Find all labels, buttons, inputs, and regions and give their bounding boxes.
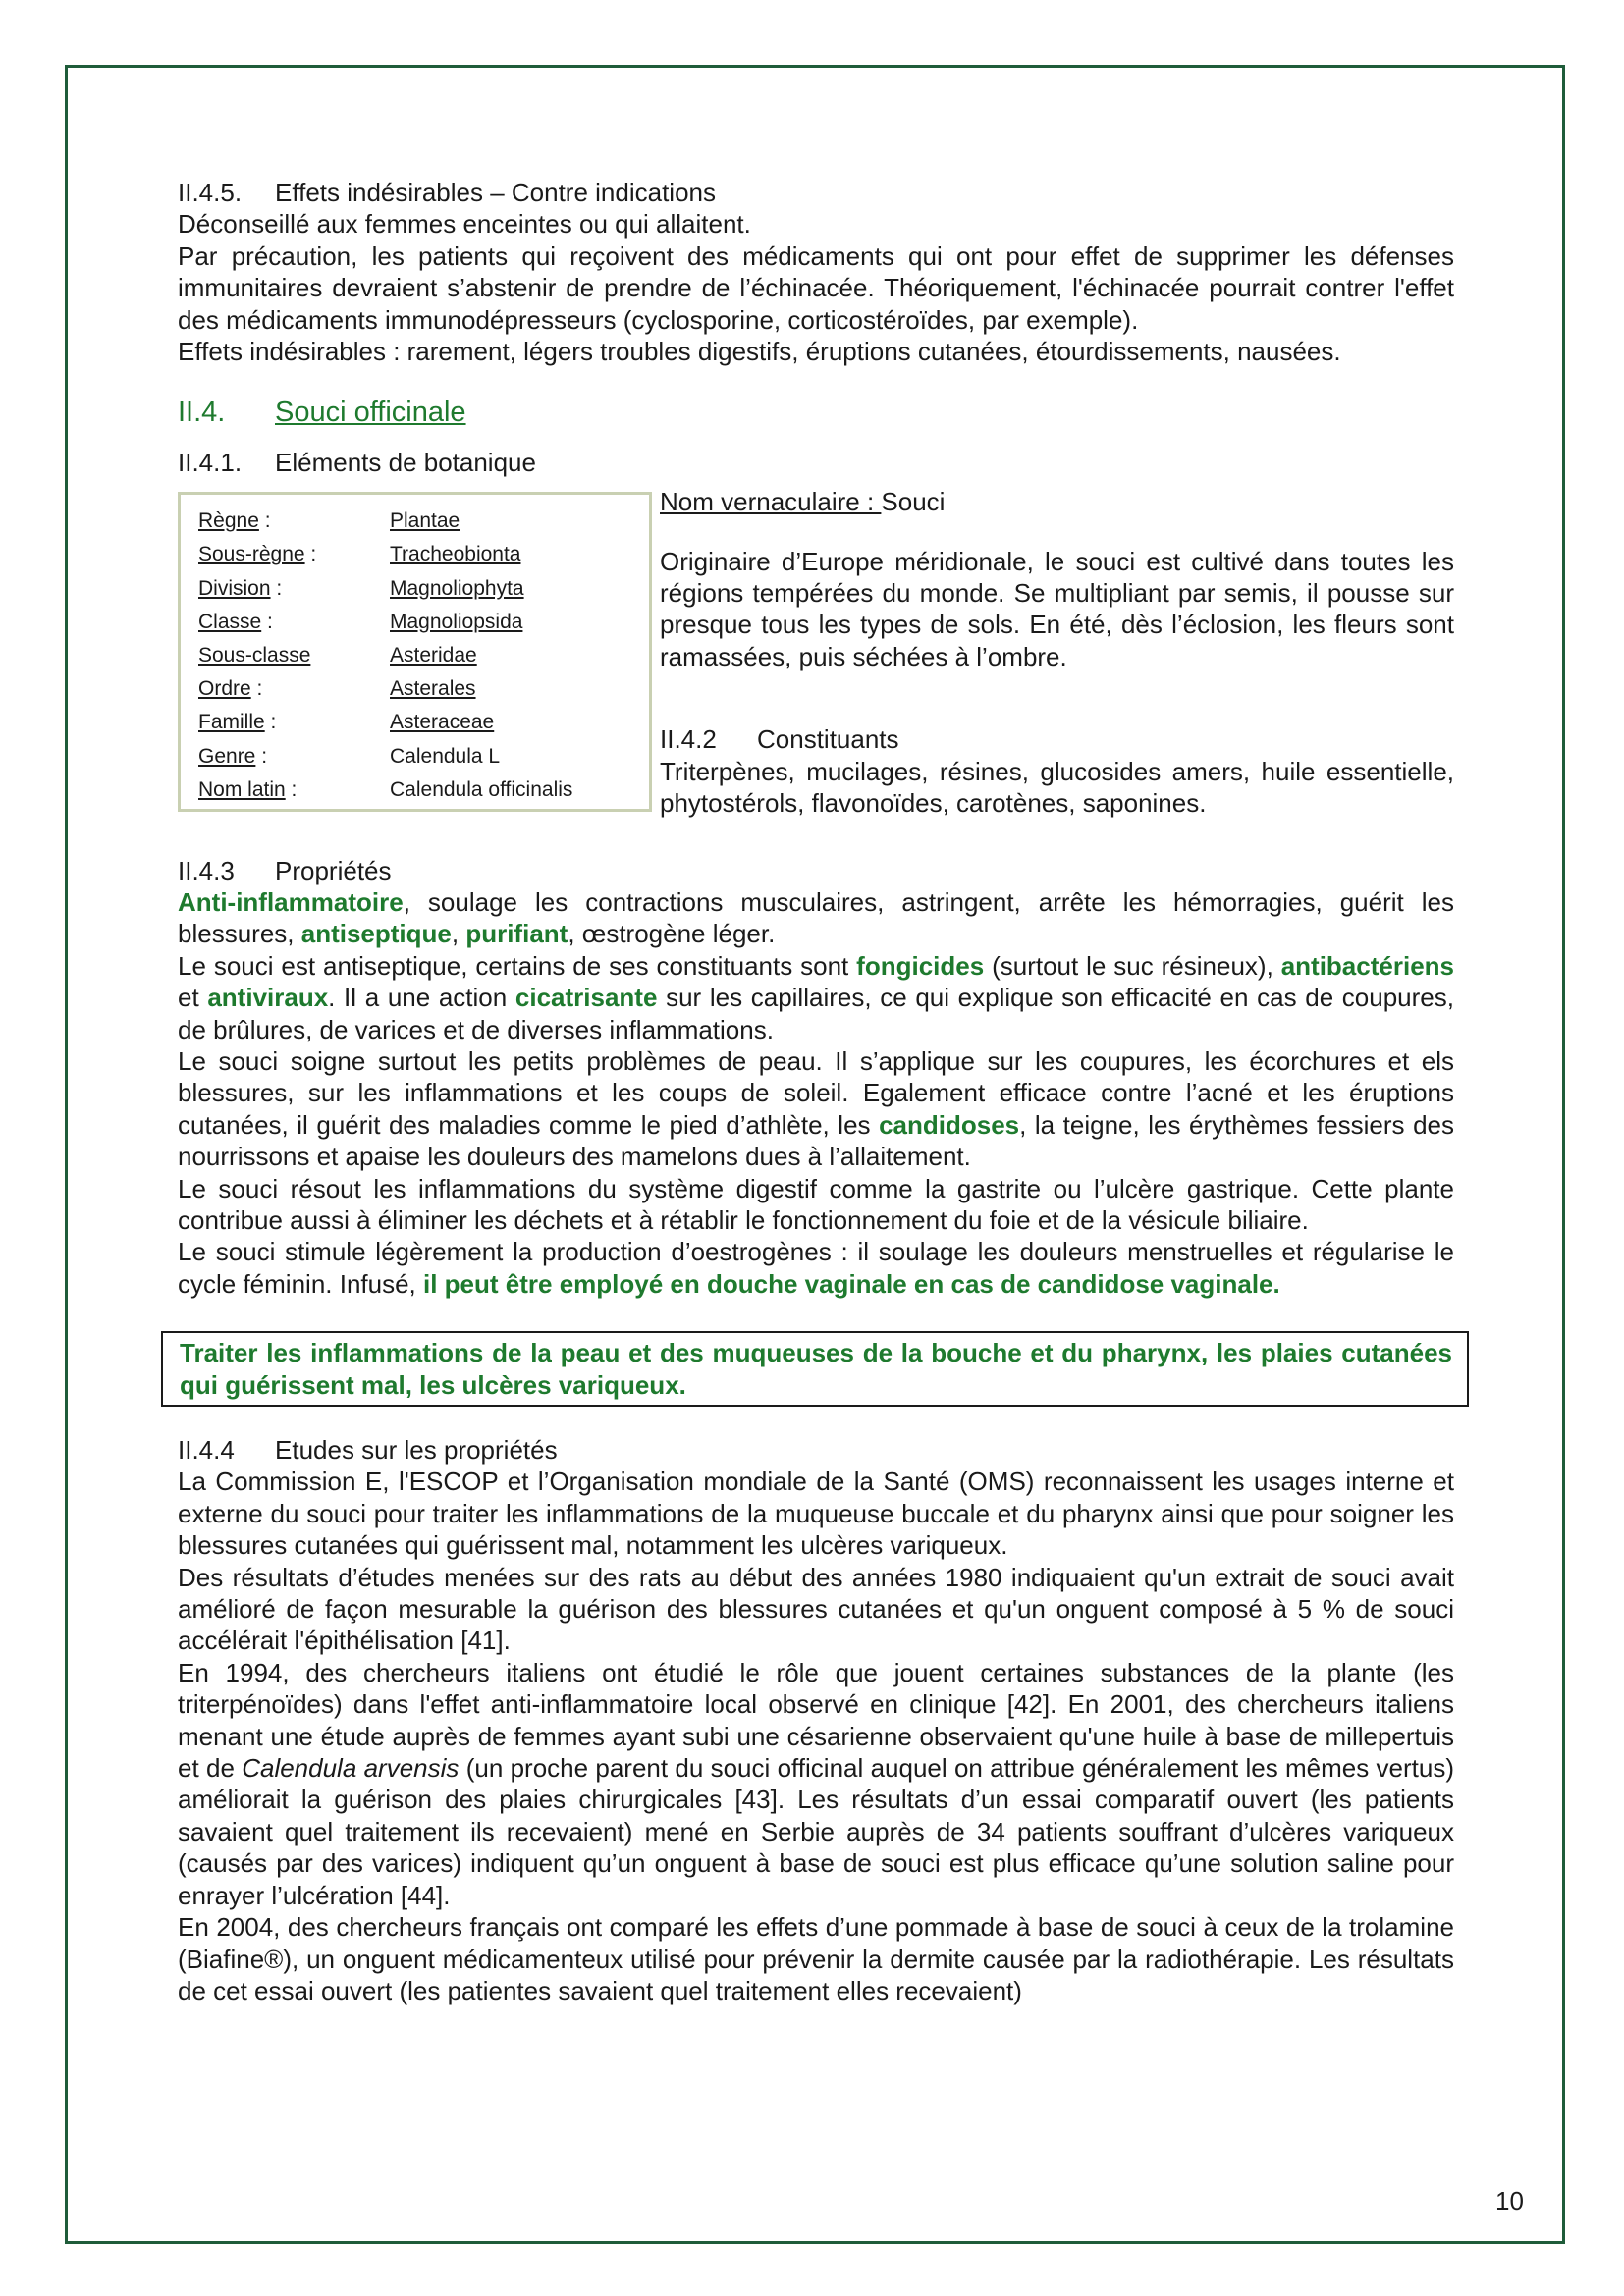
- constituants-text: Triterpènes, mucilages, résines, glucosides amers, huile essentielle, phytostérols, flavonoïdes, carotènes, saponines.: [660, 756, 1454, 819]
- taxonomy-row: [198, 538, 649, 571]
- taxonomy-value[interactable]: Plantae: [390, 509, 460, 533]
- taxonomy-value[interactable]: Magnoliopsida: [390, 610, 523, 633]
- paragraph: En 1994, des chercheurs italiens ont étudié le rôle que jouent certaines substances de la plante (les triterpénoïdes) dans l'effet anti-inflammatoire local observé en clinique [42]. En 2001, des chercheurs italiens menant une étude auprès de femmes ayant subi une césarienne observaient qu'une huile à base de millepertuis et de Calendula arvensis (un proche parent du souci officinal auquel on attribue généralement les mêmes vertus) améliorait la guérison des plaies chirurgicales [43]. Les résultats d’un essai comparatif ouvert (les patients savaient quel traitement ils recevaient) mené en Serbie auprès de 34 patients souffrant d’ulcères variqueux (causés par des varices) indiquent qu’un onguent à base de souci est plus efficace qu’une solution saline pour enrayer l’ulcération [44].: [178, 1657, 1454, 1910]
- taxonomy-key[interactable]: Famille :: [198, 711, 277, 734]
- taxonomy-key[interactable]: Classe :: [198, 610, 273, 633]
- taxonomy-value[interactable]: Tracheobionta: [390, 543, 521, 566]
- heading-proprietes: II.4.3 Propriétés: [178, 855, 392, 885]
- taxonomy-key[interactable]: Règne :: [198, 509, 271, 533]
- page-number: 10: [1495, 2186, 1524, 2216]
- taxonomy-key[interactable]: Sous-règne :: [198, 543, 317, 566]
- paragraph: Effets indésirables : rarement, légers troubles digestifs, éruptions cutanées, étourdissements, nausées.: [178, 337, 1341, 367]
- page-content: [178, 177, 1454, 2006]
- heading-botanique: II.4.1. Eléments de botanique: [178, 447, 536, 477]
- taxonomy-key[interactable]: Nom latin :: [198, 777, 298, 801]
- taxonomy-row: [198, 572, 649, 606]
- paragraph: Par précaution, les patients qui reçoivent des médicaments qui ont pour effet de supprimer les défenses immunitaires devraient s’abstenir de prendre de l’échinacée. Théoriquement, l'échinacée pourrait contrer l'effet des médicaments immunodépresseurs (cyclosporine, corticostéroïdes, par exemple).: [178, 240, 1454, 335]
- taxonomy-row: [198, 774, 649, 807]
- summary-callout-box: Traiter les inflammations de la peau et des muqueuses de la bouche et du pharynx, les plaies cutanées qui guérissent mal, les ulcères variqueux.: [161, 1331, 1469, 1407]
- taxonomy-value: Calendula L: [390, 744, 501, 768]
- paragraph: La Commission E, l'ESCOP et l’Organisation mondiale de la Santé (OMS) reconnaissent les usages interne et externe du souci pour traiter les inflammations de la muqueuse buccale et du pharynx ainsi que pour soigner les blessures cutanées qui guérissent mal, notamment les ulcères variqueux.: [178, 1467, 1454, 1561]
- taxonomy-value[interactable]: Asterales: [390, 677, 476, 701]
- taxonomy-value[interactable]: Asteraceae: [390, 711, 495, 734]
- heading-etudes: II.4.4 Etudes sur les propriétés: [178, 1435, 558, 1465]
- section-title-souci: II.4. Souci officinale: [178, 397, 466, 429]
- taxonomy-key[interactable]: Ordre :: [198, 677, 263, 701]
- taxonomy-row: [198, 505, 649, 538]
- paragraph: Le souci est antiseptique, certains de ses constituants sont fongicides (surtout le suc résineux), antibactériens et antiviraux. Il a une action cicatrisante sur les capillaires, ce qui explique son efficacité en cas de coupures, de brûlures, de varices et de diverses inflammations.: [178, 950, 1454, 1044]
- taxonomy-value[interactable]: Asteridae: [390, 644, 477, 667]
- origin-paragraph: Originaire d’Europe méridionale, le souci est cultivé dans toutes les régions tempérées du monde. Se multipliant par semis, il pousse sur presque tous les types de sols. En été, dès l’éclosion, les fleurs sont ramassées, puis séchées à l’ombre.: [660, 546, 1454, 671]
- heading-constituants: II.4.2 Constituants: [660, 724, 899, 755]
- paragraph: Le souci soigne surtout les petits problèmes de peau. Il s’applique sur les coupures, les écorchures et els blessures, sur les inflammations et les coups de soleil. Egalement efficace contre l’acné et les éruptions cutanées, il guérit des maladies comme le pied d’athlète, les candidoses, la teigne, les érythèmes fessiers des nourrissons et apaise les douleurs des mamelons dues à l’allaitement.: [178, 1045, 1455, 1172]
- vernacular-name: Nom vernaculaire : Souci: [660, 487, 946, 517]
- paragraph: Le souci stimule légèrement la production d’oestrogènes : il soulage les douleurs menstruelles et régularise le cycle féminin. Infusé, il peut être employé en douche vaginale en cas de candidose vaginale.: [178, 1237, 1454, 1299]
- paragraph: En 2004, des chercheurs français ont comparé les effets d’une pommade à base de souci à ceux de la trolamine (Biafine®), un onguent médicamenteux utilisé pour prévenir la dermite causée par la radiothérapie. Les résultats de cet essai ouvert (les patientes savaient quel traitement elles recevaient): [178, 1912, 1454, 2005]
- taxonomy-row: [198, 606, 649, 639]
- taxonomy-row: [198, 672, 649, 706]
- taxonomy-value[interactable]: Magnoliophyta: [390, 576, 524, 600]
- botany-description: [660, 487, 1454, 819]
- paragraph: Le souci résout les inflammations du système digestif comme la gastrite ou l’ulcère gastrique. Cette plante contribue aussi à éliminer les déchets et à rétablir le fonctionnement du foie et de la vésicule biliaire.: [178, 1173, 1454, 1235]
- taxonomy-row: [198, 639, 649, 672]
- taxonomy-row: [198, 706, 649, 739]
- paragraph: Déconseillé aux femmes enceintes ou qui allaitent.: [178, 209, 751, 240]
- taxonomy-table: [178, 492, 652, 812]
- heading-effets-indesirables: II.4.5. Effets indésirables – Contre indications: [178, 178, 716, 207]
- paragraph: Anti-inflammatoire, soulage les contractions musculaires, astringent, arrête les hémorragies, guérit les blessures, antiseptique, purifiant, œstrogène léger.: [178, 886, 1454, 949]
- paragraph: Des résultats d’études menées sur des rats au début des années 1980 indiquaient qu'un extrait de souci avait amélioré de façon mesurable la guérison des blessures cutanées et qu'un onguent composé à 5 % de souci accélérait l'épithélisation [41].: [178, 1562, 1454, 1656]
- taxonomy-key[interactable]: Division :: [198, 576, 283, 600]
- taxonomy-key[interactable]: Sous-classe: [198, 644, 311, 667]
- taxonomy-value: Calendula officinalis: [390, 777, 573, 801]
- taxonomy-key[interactable]: Genre :: [198, 744, 268, 768]
- taxonomy-row: [198, 740, 649, 774]
